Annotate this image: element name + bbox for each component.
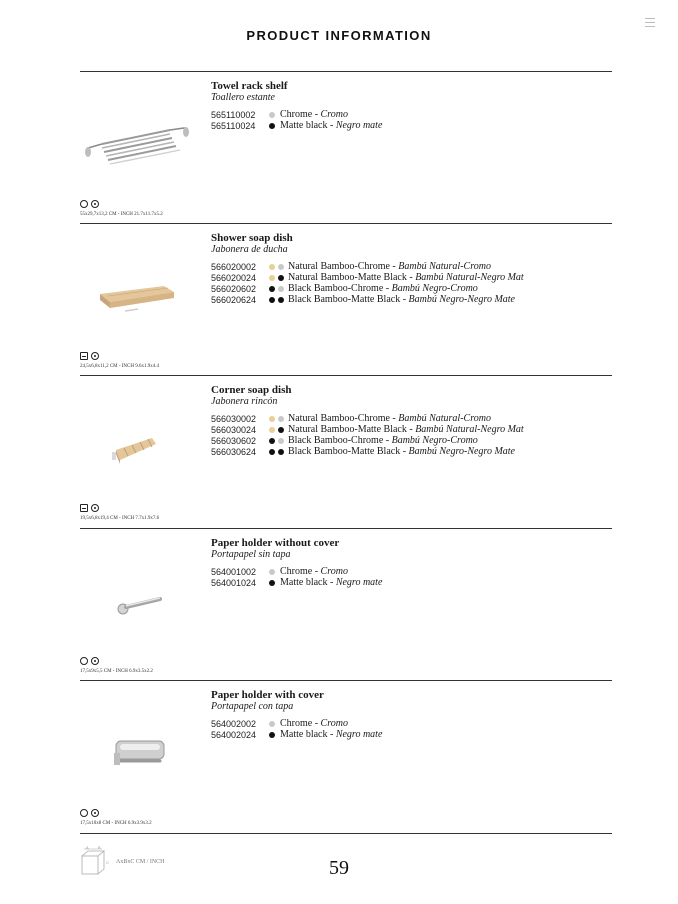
legend-c: C — [106, 860, 109, 865]
color-swatch-icon — [269, 438, 275, 444]
product-image — [80, 713, 200, 793]
product-section — [80, 376, 612, 528]
variant-row — [211, 413, 524, 424]
color-swatches — [269, 416, 288, 422]
color-swatch-icon — [269, 427, 275, 433]
spec-icons — [80, 657, 99, 665]
variant-name — [288, 424, 524, 435]
variant-name — [288, 435, 478, 446]
color-swatch-icon — [269, 721, 275, 727]
color-swatch-icon — [269, 286, 275, 292]
product-dimensions: 55x29,7x13,2 CM - INCH 21.7x11.7x5.2 — [80, 212, 163, 217]
color-swatches — [269, 449, 288, 455]
product-subtitle: Toallero estante — [211, 92, 275, 103]
product-section — [80, 681, 612, 833]
finish-name-es: Bambú Natural-Cromo — [398, 413, 491, 424]
legend-b: B — [98, 846, 101, 850]
color-swatch-icon — [269, 123, 275, 129]
variant-name — [280, 718, 348, 729]
variant-row — [211, 446, 524, 457]
product-code: 564002024 — [211, 729, 257, 740]
target-icon — [91, 200, 99, 208]
product-dimensions: 19,5x6,8x19,4 CM - INCH 7.7x1.9x7.6 — [80, 516, 160, 521]
finish-name-es: Bambú Natural-Negro Mat — [415, 424, 524, 435]
color-swatches — [269, 580, 280, 586]
product-code: 565110002 — [211, 109, 256, 120]
product-name: Paper holder with cover — [211, 689, 324, 701]
finish-name-es: Bambú Natural-Cromo — [398, 261, 491, 272]
finish-name-es: Negro mate — [335, 120, 383, 131]
finish-name: Black Bamboo-Chrome - — [288, 435, 392, 446]
color-swatches — [269, 286, 288, 292]
color-swatch-icon — [278, 416, 284, 422]
product-name: Towel rack shelf — [211, 80, 288, 92]
variant-name — [288, 413, 491, 424]
color-swatch-icon — [278, 264, 284, 270]
product-code: 564001024 — [211, 577, 257, 588]
product-name: Paper holder without cover — [211, 537, 340, 549]
target-icon — [91, 809, 99, 817]
product-name: Shower soap dish — [211, 232, 293, 244]
color-swatch-icon — [269, 449, 275, 455]
variant-row — [211, 294, 524, 305]
product-subtitle: Portapapel sin tapa — [211, 549, 291, 560]
product-code: 566020002 — [211, 261, 257, 272]
color-swatch-icon — [278, 427, 284, 433]
target-icon — [91, 352, 99, 360]
color-swatches — [269, 123, 280, 129]
spec-icons — [80, 809, 99, 817]
product-image — [80, 561, 200, 641]
finish-name: Matte black - — [280, 120, 336, 131]
page-number: 59 — [329, 857, 349, 879]
product-image — [80, 256, 200, 336]
circle-icon — [80, 200, 88, 208]
color-swatches — [269, 569, 280, 575]
color-swatch-icon — [269, 297, 275, 303]
color-swatch-icon — [278, 438, 284, 444]
target-icon — [91, 657, 99, 665]
finish-name: Black Bamboo-Chrome - — [288, 283, 392, 294]
product-code: 566030002 — [211, 413, 257, 424]
variant-row — [211, 718, 382, 729]
finish-name-es: Cromo — [320, 718, 348, 729]
variant-name — [280, 729, 382, 740]
page-title: PRODUCT INFORMATION — [246, 28, 432, 43]
box-icon — [80, 504, 88, 512]
variant-row — [211, 261, 524, 272]
color-swatch-icon — [269, 112, 275, 118]
finish-name-es: Bambú Negro-Negro Mate — [408, 294, 515, 305]
finish-name: Natural Bamboo-Matte Black - — [288, 424, 416, 435]
product-image — [80, 408, 200, 488]
legend-text: AxBxC CM / INCH — [116, 859, 165, 865]
finish-name-es: Bambú Natural-Negro Mat — [415, 272, 524, 283]
color-swatches — [269, 275, 288, 281]
color-swatch-icon — [269, 416, 275, 422]
product-dimensions: 17,5x9x5,5 CM - INCH 6.9x3.5x2.2 — [80, 669, 153, 674]
color-swatch-icon — [278, 286, 284, 292]
finish-name: Natural Bamboo-Matte Black - — [288, 272, 416, 283]
variant-name — [280, 109, 348, 120]
finish-name: Chrome - — [280, 718, 321, 729]
product-code: 566020602 — [211, 283, 257, 294]
color-swatches — [269, 297, 288, 303]
finish-name-es: Bambú Negro-Negro Mate — [408, 446, 515, 457]
finish-name-es: Cromo — [320, 109, 348, 120]
variant-name — [288, 261, 491, 272]
divider — [80, 833, 612, 834]
product-code: 564001002 — [211, 566, 257, 577]
color-swatches — [269, 721, 280, 727]
product-section — [80, 224, 612, 376]
finish-name: Black Bamboo-Matte Black - — [288, 446, 409, 457]
product-section — [80, 72, 612, 224]
color-swatches — [269, 264, 288, 270]
product-code: 564002002 — [211, 718, 257, 729]
variant-name — [280, 577, 382, 588]
variant-row — [211, 566, 382, 577]
variant-name — [280, 566, 348, 577]
spec-icons — [80, 504, 99, 512]
color-swatch-icon — [269, 569, 275, 575]
product-subtitle: Jabonera de ducha — [211, 244, 288, 255]
variant-row — [211, 435, 524, 446]
finish-name: Matte black - — [280, 729, 336, 740]
variant-row — [211, 283, 524, 294]
variant-name — [288, 294, 515, 305]
product-code: 566030024 — [211, 424, 257, 435]
finish-name: Matte black - — [280, 577, 336, 588]
circle-icon — [80, 809, 88, 817]
product-code: 566030602 — [211, 435, 257, 446]
variant-row — [211, 120, 382, 131]
color-swatch-icon — [269, 732, 275, 738]
color-swatches — [269, 732, 280, 738]
product-subtitle: Portapapel con tapa — [211, 701, 294, 712]
product-name: Corner soap dish — [211, 384, 292, 396]
finish-name-es: Negro mate — [335, 577, 383, 588]
color-swatch-icon — [269, 275, 275, 281]
color-swatches — [269, 112, 280, 118]
product-image — [80, 104, 200, 184]
circle-icon — [80, 657, 88, 665]
variant-row — [211, 272, 524, 283]
color-swatches — [269, 438, 288, 444]
finish-name-es: Bambú Negro-Cromo — [391, 435, 478, 446]
color-swatch-icon — [269, 264, 275, 270]
variant-name — [288, 272, 524, 283]
color-swatch-icon — [278, 297, 284, 303]
product-code: 565110024 — [211, 120, 256, 131]
variant-name — [288, 446, 515, 457]
product-dimensions: 17,5x10x8 CM - INCH 6.9x3.9x3.2 — [80, 821, 152, 826]
target-icon — [91, 504, 99, 512]
product-code: 566020624 — [211, 294, 257, 305]
product-code: 566020024 — [211, 272, 257, 283]
variant-row — [211, 729, 382, 740]
color-swatches — [269, 427, 288, 433]
box-icon — [80, 352, 88, 360]
variant-name — [288, 283, 478, 294]
color-swatch-icon — [269, 580, 275, 586]
finish-name: Natural Bamboo-Chrome - — [288, 413, 399, 424]
finish-name: Black Bamboo-Matte Black - — [288, 294, 409, 305]
finish-name: Chrome - — [280, 566, 321, 577]
legend-a: A — [86, 846, 89, 850]
color-swatch-icon — [278, 275, 284, 281]
finish-name: Natural Bamboo-Chrome - — [288, 261, 399, 272]
spec-icons — [80, 352, 99, 360]
finish-name-es: Cromo — [320, 566, 348, 577]
menu-icon[interactable] — [645, 18, 655, 28]
finish-name: Chrome - — [280, 109, 321, 120]
variant-name — [280, 120, 382, 131]
finish-name-es: Negro mate — [335, 729, 383, 740]
finish-name-es: Bambú Negro-Cromo — [391, 283, 478, 294]
variant-row — [211, 424, 524, 435]
color-swatch-icon — [278, 449, 284, 455]
product-section — [80, 529, 612, 681]
variant-row — [211, 577, 382, 588]
product-subtitle: Jabonera rincón — [211, 396, 278, 407]
variant-row — [211, 109, 382, 120]
product-dimensions: 24,5x6,8x11,2 CM - INCH 9.6x1.9x4.4 — [80, 364, 159, 369]
product-code: 566030624 — [211, 446, 257, 457]
spec-icons — [80, 200, 99, 208]
